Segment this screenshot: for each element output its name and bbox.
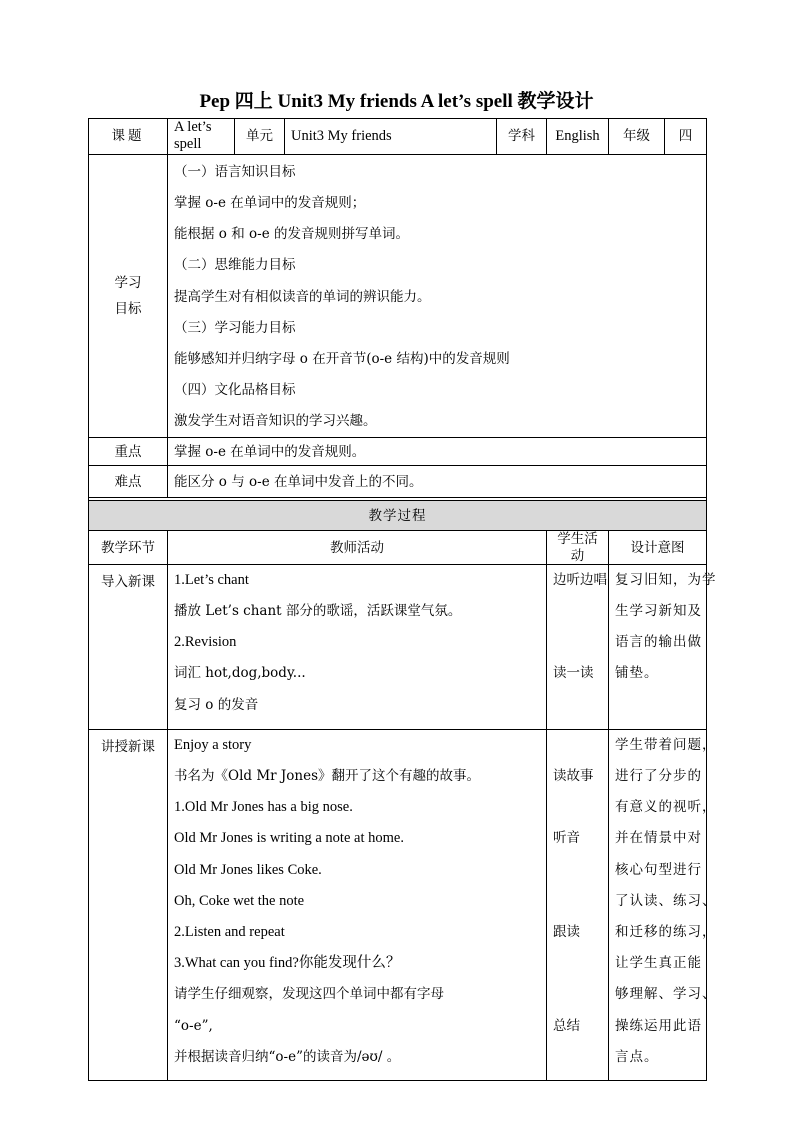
- student-line: [553, 596, 602, 627]
- purpose-line: 言点。: [615, 1048, 659, 1065]
- process-header: 教学过程: [89, 501, 707, 531]
- teacher-line: 2.Listen and repeat: [174, 923, 285, 940]
- student-activity: [547, 564, 609, 729]
- stage-name: 讲授新课: [89, 729, 168, 1080]
- student-line: [553, 979, 602, 1010]
- student-line: 听音: [553, 830, 580, 847]
- student-line: 读故事: [553, 768, 594, 785]
- purpose-line: 操练运用此语: [615, 1017, 702, 1034]
- design-purpose: [609, 729, 717, 1080]
- design-purpose: [609, 564, 717, 729]
- teacher-line: “o-e”,: [174, 1017, 213, 1034]
- teacher-activity: [168, 729, 547, 1080]
- purpose-line: 学生带着问题，: [615, 736, 717, 753]
- teacher-line: Oh, Coke wet the note: [174, 892, 305, 909]
- objectives-row: [89, 154, 707, 438]
- teacher-line: 复习 o 的发音: [174, 696, 259, 713]
- key-point-row: [89, 438, 707, 466]
- purpose-line: 够理解、学习、: [615, 986, 717, 1003]
- student-line: [553, 690, 602, 721]
- purpose-line: 生学习新知及: [615, 603, 702, 620]
- column-head-teacher: 教师活动: [168, 531, 547, 564]
- teacher-line: Enjoy a story: [174, 736, 252, 753]
- info-row: [89, 119, 707, 155]
- objective-line: （四）文化品格目标: [174, 382, 296, 399]
- teacher-line: 书名为《Old Mr Jones》翻开了这个有趣的故事。: [174, 768, 481, 785]
- subject-value: English: [547, 119, 609, 155]
- column-head-stage: 教学环节: [89, 531, 168, 564]
- teacher-activity: [168, 564, 547, 729]
- stage-name: 导入新课: [89, 564, 168, 729]
- student-line: [553, 855, 602, 886]
- teacher-line: 2.Revision: [174, 634, 237, 651]
- unit-value: Unit3 My friends: [285, 119, 497, 155]
- objectives-label-line2: 目标: [114, 301, 142, 318]
- purpose-line: 铺垫。: [615, 665, 659, 682]
- student-line: [553, 886, 602, 917]
- objectives-content: [168, 154, 707, 438]
- topic-label: 课题: [89, 119, 168, 155]
- objective-line: 掌握 o-e 在单词中的发音规则；: [174, 194, 366, 211]
- objective-line: 能根据 o 和 o-e 的发音规则拼写单词。: [174, 226, 409, 243]
- page-title: Pep 四上 Unit3 My friends A let’s spell 教学设计: [199, 91, 594, 112]
- stage-row-intro: [89, 564, 707, 729]
- teacher-line: 请学生仔细观察，发现这四个单词中都有字母: [174, 986, 444, 1003]
- purpose-line: 让学生真正能: [615, 955, 702, 972]
- student-line: 跟读: [553, 923, 580, 940]
- column-head-purpose: 设计意图: [609, 531, 707, 564]
- objective-line: 激发学生对语音知识的学习兴趣。: [174, 413, 377, 430]
- teacher-line: 3.What can you find?你能发现什么？: [174, 955, 401, 972]
- teacher-line: 并根据读音归纳“o-e”的读音为/əʊ/ 。: [174, 1048, 401, 1065]
- student-line: [553, 730, 602, 761]
- purpose-line: 语言的输出做: [615, 634, 702, 651]
- student-activity: [547, 729, 609, 1080]
- difficulty-row: [89, 466, 707, 498]
- student-line: [553, 627, 602, 658]
- student-line: [553, 948, 602, 979]
- purpose-line: 了认读、练习、: [615, 892, 717, 909]
- purpose-line: 进行了分步的: [615, 768, 702, 785]
- objective-line: （三）学习能力目标: [174, 319, 296, 336]
- student-line: 总结: [553, 1017, 580, 1034]
- teacher-line: 1.Old Mr Jones has a big nose.: [174, 799, 353, 816]
- lesson-plan-table: [88, 118, 717, 1081]
- student-line: 边听边唱: [553, 571, 607, 588]
- key-point-label: 重点: [89, 438, 168, 466]
- column-head-student: 学生活动: [547, 531, 609, 564]
- teacher-line: 1.Let’s chant: [174, 571, 249, 588]
- student-line: [553, 1042, 602, 1073]
- stage-row-new-lesson: [89, 729, 707, 1080]
- teacher-line: 播放 Let’s chant 部分的歌谣，活跃课堂气氛。: [174, 603, 462, 620]
- objective-line: （二）思维能力目标: [174, 257, 296, 274]
- purpose-line: 并在情景中对: [615, 830, 702, 847]
- unit-label: 单元: [235, 119, 285, 155]
- objectives-label-line1: 学习: [114, 274, 142, 291]
- subject-label: 学科: [497, 119, 547, 155]
- purpose-line: 核心句型进行: [615, 861, 702, 878]
- process-columns-row: [89, 531, 707, 564]
- difficulty-label: 难点: [89, 466, 168, 498]
- teacher-line: Old Mr Jones is writing a note at home.: [174, 830, 404, 847]
- objective-line: 能够感知并归纳字母 o 在开音节(o-e 结构)中的发音规则: [174, 350, 510, 367]
- grade-label: 年级: [609, 119, 665, 155]
- student-line: [553, 792, 602, 823]
- teacher-line: Old Mr Jones likes Coke.: [174, 861, 322, 878]
- objective-line: 提高学生对有相似读音的单词的辨识能力。: [174, 288, 431, 305]
- objective-line: （一）语言知识目标: [174, 163, 296, 180]
- purpose-line: 有意义的视听，: [615, 799, 717, 816]
- objectives-label: [89, 154, 168, 438]
- topic-value: A let’s spell: [168, 119, 235, 155]
- difficulty-value: 能区分 o 与 o-e 在单词中发音上的不同。: [168, 466, 707, 498]
- key-point-value: 掌握 o-e 在单词中的发音规则。: [168, 438, 707, 466]
- student-line: 读一读: [553, 665, 594, 682]
- process-header-row: [89, 501, 707, 531]
- purpose-line: 复习旧知，为学: [615, 571, 717, 588]
- grade-value: 四: [665, 119, 707, 155]
- purpose-line: [615, 690, 700, 721]
- teacher-line: 词汇 hot,dog,body...: [174, 665, 306, 682]
- purpose-line: 和迁移的练习，: [615, 923, 717, 940]
